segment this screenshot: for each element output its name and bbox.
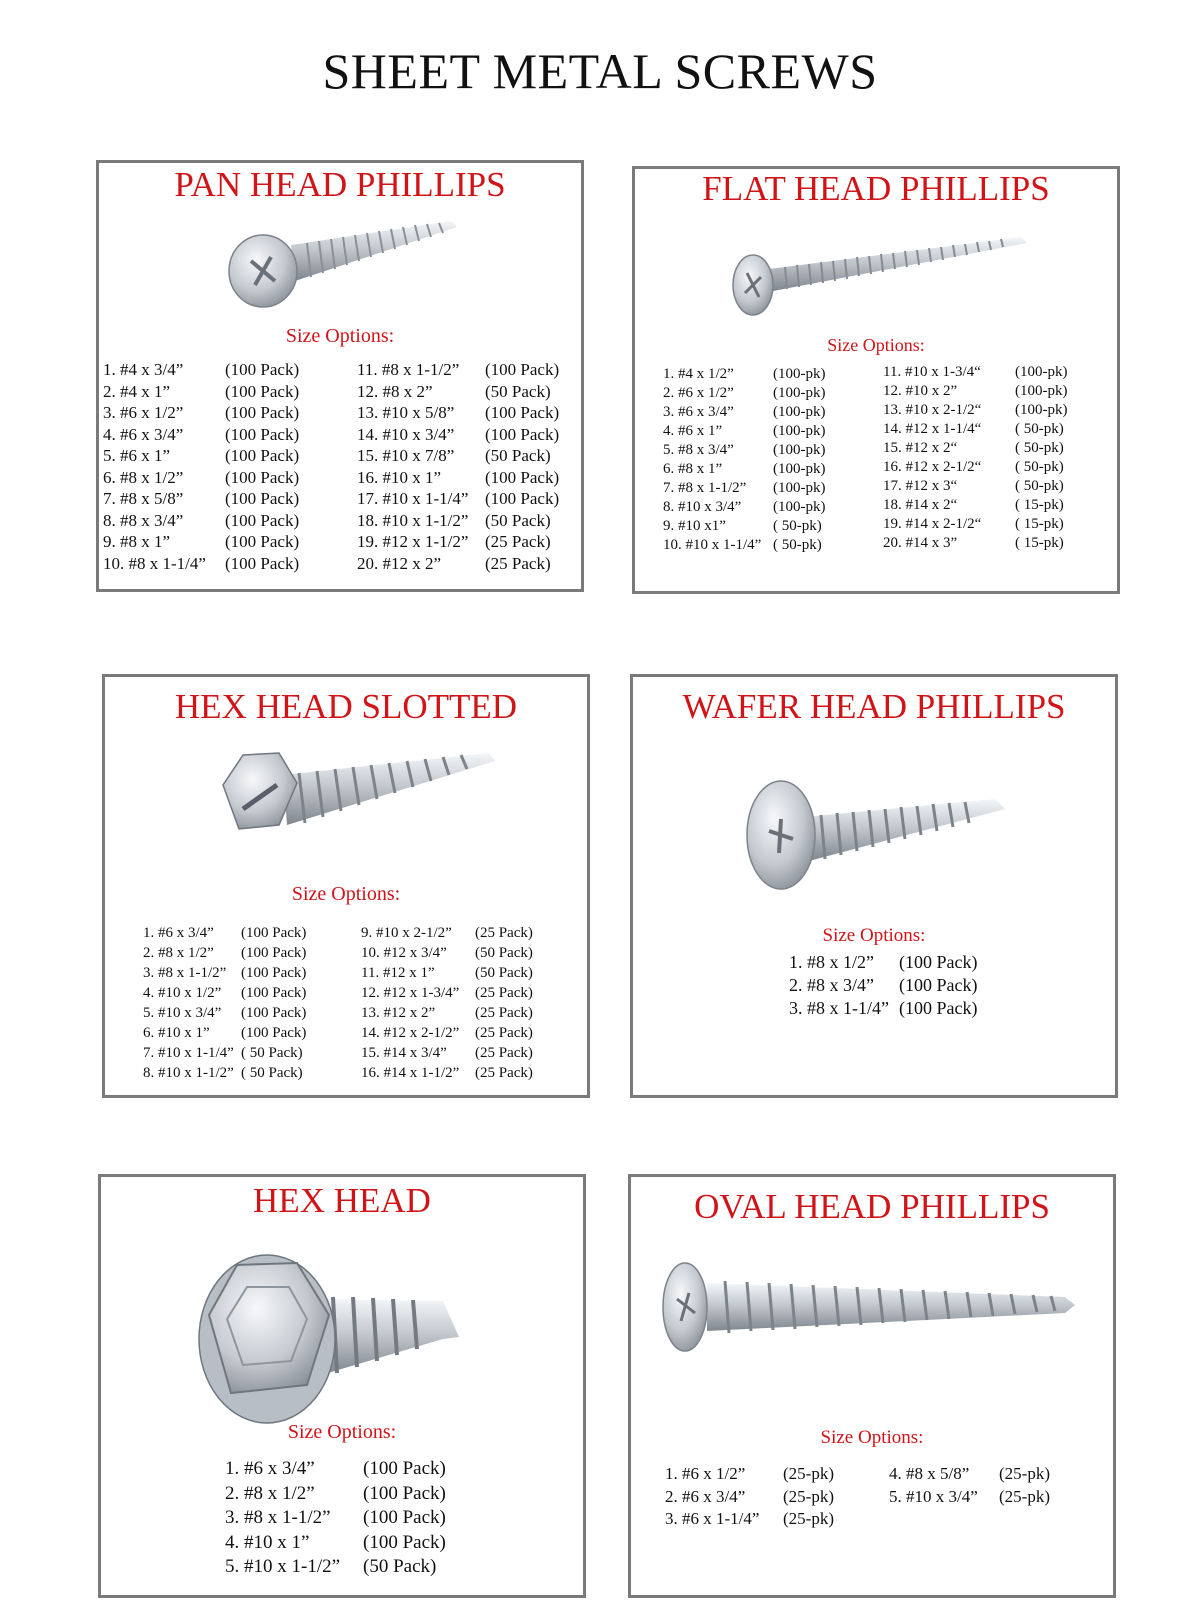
size-option-row [357, 424, 559, 446]
size-option-pack: ( 50-pk) [773, 537, 822, 553]
size-option-pack: (100-pk) [773, 385, 826, 401]
size-option-row [103, 553, 299, 575]
size-option-row [663, 460, 826, 479]
size-option-pack: (100 Pack) [225, 532, 300, 551]
size-option-size: 10. #10 x 1-1/4” [663, 537, 762, 553]
size-option-size: 7. #10 x 1-1/4” [143, 1045, 234, 1061]
size-option-size: 15. #14 x 3/4” [361, 1045, 447, 1061]
size-options-list-col-2 [357, 359, 559, 574]
size-option-size: 7. #8 x 1-1/2” [663, 480, 747, 496]
size-option-pack: ( 15-pk) [1015, 497, 1064, 513]
size-options-list-col-2 [889, 1463, 1050, 1508]
size-option-size: 14. #12 x 2-1/2” [361, 1025, 460, 1041]
size-option-pack: (100 Pack) [225, 510, 300, 530]
size-option-row [663, 384, 826, 403]
size-option-row [357, 381, 559, 403]
size-option-row [103, 402, 299, 424]
size-option-row [663, 517, 826, 536]
size-option-size: 6. #10 x 1” [143, 1025, 210, 1041]
size-option-size: 7. #8 x 5/8” [103, 489, 184, 508]
size-option-row [883, 458, 1068, 477]
size-option-row [663, 422, 826, 441]
product-card-flat-head-phillips [632, 166, 1120, 594]
size-option-pack: (100 Pack) [225, 489, 300, 508]
size-option-row [665, 1508, 834, 1531]
size-option-row [361, 1043, 533, 1063]
size-option-size: 17. #12 x 3“ [883, 478, 958, 494]
size-option-size: 9. #10 x 2-1/2” [361, 925, 452, 941]
size-option-size: 8. #10 x 1-1/2” [143, 1065, 234, 1081]
size-option-size: 14. #12 x 1-1/4“ [883, 421, 982, 437]
size-option-pack: (25 Pack) [485, 532, 551, 551]
size-option-pack: (100 Pack) [485, 467, 560, 487]
size-option-size: 19. #12 x 1-1/2” [357, 532, 469, 551]
size-option-size: 17. #10 x 1-1/4” [357, 489, 469, 508]
size-option-size: 3. #8 x 1-1/2” [225, 1507, 331, 1528]
size-option-size: 9. #10 x1” [663, 518, 726, 534]
size-option-size: 18. #10 x 1-1/2” [357, 510, 469, 530]
size-option-size: 16. #14 x 1-1/2” [361, 1065, 460, 1081]
size-option-pack: (100 Pack) [241, 985, 307, 1001]
size-options-list-col-2 [883, 363, 1068, 553]
size-option-size: 9. #8 x 1” [103, 532, 171, 551]
size-option-pack: (100-pk) [773, 499, 826, 515]
size-option-row [225, 1555, 446, 1580]
size-options-label: Size Options: [820, 1427, 924, 1448]
size-option-row [883, 477, 1068, 496]
size-option-pack: (100 Pack) [225, 446, 300, 465]
size-options-list-col-2 [361, 923, 533, 1083]
size-option-row [143, 923, 306, 943]
size-option-size: 11. #12 x 1” [361, 965, 435, 981]
size-option-pack: (25 Pack) [475, 1005, 533, 1021]
size-option-size: 3. #6 x 1-1/4” [665, 1509, 760, 1528]
size-option-row [357, 488, 559, 510]
size-option-pack: (25-pk) [999, 1464, 1050, 1483]
product-card-hex-head-slotted [102, 674, 590, 1098]
size-option-pack: (25-pk) [999, 1486, 1050, 1506]
size-options-list-col-1 [789, 951, 977, 1020]
size-option-size: 10. #8 x 1-1/4” [103, 553, 206, 573]
size-option-size: 2. #8 x 1/2” [225, 1482, 315, 1504]
size-option-row [663, 498, 826, 517]
size-option-size: 20. #12 x 2” [357, 553, 442, 573]
size-option-size: 1. #4 x 3/4” [103, 360, 184, 379]
size-option-size: 6. #8 x 1/2” [103, 467, 184, 487]
size-option-row [361, 943, 533, 963]
size-option-row [143, 1063, 306, 1083]
size-option-size: 1. #6 x 3/4” [225, 1458, 315, 1479]
size-option-row [357, 445, 559, 467]
size-option-size: 3. #6 x 1/2” [103, 403, 184, 422]
size-option-row [663, 536, 826, 555]
size-option-size: 8. #8 x 3/4” [103, 510, 184, 530]
size-option-row [883, 515, 1068, 534]
size-option-row [663, 441, 826, 460]
size-option-pack: ( 50 Pack) [241, 1065, 303, 1081]
size-option-pack: (100-pk) [773, 366, 826, 382]
size-option-row [883, 382, 1068, 401]
size-option-pack: (100 Pack) [225, 360, 300, 379]
size-options-list-col-1 [663, 365, 826, 555]
size-option-pack: (100-pk) [773, 442, 826, 458]
page-title: SHEET METAL SCREWS [322, 43, 878, 99]
size-option-pack: (25 Pack) [475, 1065, 533, 1081]
size-option-row [789, 974, 977, 997]
size-option-row [361, 1023, 533, 1043]
size-option-row [103, 488, 299, 510]
size-option-pack: (100 Pack) [899, 975, 978, 995]
size-option-row [789, 951, 977, 974]
size-option-row [357, 531, 559, 553]
size-option-row [103, 467, 299, 489]
wafer-head-phillips-screw-image [743, 777, 1023, 907]
size-option-row [143, 963, 306, 983]
size-option-row [889, 1486, 1050, 1509]
size-option-pack: (100-pk) [1015, 383, 1068, 399]
size-option-size: 4. #8 x 5/8” [889, 1464, 970, 1483]
pan-head-phillips-screw-image [211, 213, 471, 313]
size-option-pack: ( 50-pk) [1015, 440, 1064, 456]
size-option-size: 6. #8 x 1” [663, 461, 723, 477]
size-option-size: 16. #10 x 1” [357, 467, 442, 487]
size-option-size: 19. #14 x 2-1/2“ [883, 516, 982, 532]
size-option-pack: (25-pk) [783, 1464, 834, 1483]
size-option-pack: (100 Pack) [225, 403, 300, 422]
size-option-row [225, 1506, 446, 1531]
size-option-pack: (100 Pack) [899, 998, 978, 1018]
size-option-row [143, 1023, 306, 1043]
size-option-pack: (100-pk) [773, 404, 826, 420]
size-option-size: 10. #12 x 3/4” [361, 945, 447, 961]
size-option-size: 3. #8 x 1-1/2” [143, 965, 227, 981]
size-option-size: 2. #6 x 3/4” [665, 1486, 746, 1506]
size-option-row [663, 479, 826, 498]
size-option-pack: ( 50-pk) [773, 518, 822, 534]
product-card-wafer-head-phillips [630, 674, 1118, 1098]
hex-head-self-drilling-screw-image [197, 1235, 487, 1435]
product-card-oval-head-phillips [628, 1174, 1116, 1598]
size-option-pack: (100 Pack) [225, 553, 300, 573]
size-option-size: 2. #8 x 3/4” [789, 975, 874, 995]
size-option-row [883, 534, 1068, 553]
size-option-size: 14. #10 x 3/4” [357, 424, 455, 444]
size-option-size: 11. #10 x 1-3/4“ [883, 364, 981, 380]
size-option-pack: (100-pk) [1015, 364, 1068, 380]
size-options-list-col-1 [665, 1463, 834, 1531]
flat-head-phillips-screw-image [725, 229, 1035, 319]
size-option-size: 4. #6 x 1” [663, 423, 723, 439]
size-option-row [357, 402, 559, 424]
size-option-row [361, 1063, 533, 1083]
size-option-size: 13. #12 x 2” [361, 1005, 436, 1021]
size-option-size: 1. #6 x 1/2” [665, 1464, 746, 1483]
card-title: HEX HEAD [253, 1181, 431, 1220]
size-option-row [361, 983, 533, 1003]
size-option-pack: (100 Pack) [241, 945, 307, 961]
size-option-pack: (25 Pack) [485, 553, 551, 573]
size-option-pack: (100 Pack) [241, 925, 307, 941]
size-option-row [665, 1486, 834, 1509]
size-option-pack: (100 Pack) [241, 1025, 307, 1041]
size-option-pack: (100-pk) [1015, 402, 1068, 418]
size-option-pack: ( 15-pk) [1015, 516, 1064, 532]
size-option-pack: (50 Pack) [363, 1556, 437, 1577]
size-option-row [883, 496, 1068, 515]
size-option-row [103, 445, 299, 467]
size-option-size: 3. #8 x 1-1/4” [789, 998, 889, 1018]
size-option-size: 3. #6 x 3/4” [663, 404, 734, 420]
size-option-row [225, 1531, 446, 1556]
size-option-pack: (100 Pack) [485, 403, 560, 422]
size-option-size: 5. #10 x 3/4” [889, 1486, 978, 1506]
size-options-label: Size Options: [827, 335, 925, 355]
size-option-size: 1. #6 x 3/4” [143, 925, 214, 941]
size-option-size: 5. #6 x 1” [103, 446, 171, 465]
size-option-size: 2. #6 x 1/2” [663, 385, 734, 401]
size-option-pack: (25 Pack) [475, 925, 533, 941]
size-option-row [883, 401, 1068, 420]
size-option-size: 2. #4 x 1” [103, 381, 171, 401]
size-option-size: 5. #8 x 3/4” [663, 442, 734, 458]
size-option-pack: (100-pk) [773, 480, 826, 496]
size-option-pack: (100 Pack) [363, 1507, 446, 1528]
hex-head-slotted-screw-image [213, 739, 503, 859]
size-option-pack: (100 Pack) [485, 489, 560, 508]
card-title: WAFER HEAD PHILLIPS [682, 687, 1066, 726]
size-option-pack: (50 Pack) [485, 446, 551, 465]
size-option-row [103, 510, 299, 532]
size-option-pack: (25-pk) [783, 1509, 834, 1528]
size-option-row [357, 467, 559, 489]
size-option-size: 13. #10 x 5/8” [357, 403, 455, 422]
size-options-label: Size Options: [822, 925, 926, 946]
size-option-pack: (50 Pack) [485, 381, 551, 401]
size-option-pack: ( 50-pk) [1015, 459, 1064, 475]
size-option-size: 4. #10 x 1/2” [143, 985, 222, 1001]
size-option-size: 13. #10 x 2-1/2“ [883, 402, 982, 418]
size-option-row [789, 997, 977, 1020]
size-option-row [143, 943, 306, 963]
size-option-size: 12. #8 x 2” [357, 381, 433, 401]
size-option-size: 1. #8 x 1/2” [789, 952, 874, 972]
size-option-pack: (100 Pack) [363, 1458, 446, 1479]
size-option-size: 5. #10 x 3/4” [143, 1005, 222, 1021]
size-option-pack: ( 50-pk) [1015, 478, 1064, 494]
card-title: OVAL HEAD PHILLIPS [694, 1187, 1050, 1226]
size-option-size: 4. #10 x 1” [225, 1531, 310, 1553]
size-option-row [103, 381, 299, 403]
size-option-row [361, 1003, 533, 1023]
size-option-row [663, 403, 826, 422]
size-option-row [225, 1482, 446, 1507]
card-title: HEX HEAD SLOTTED [174, 687, 518, 726]
size-option-size: 4. #6 x 3/4” [103, 424, 184, 444]
size-option-row [357, 553, 559, 575]
size-option-size: 18. #14 x 2“ [883, 497, 958, 513]
size-option-row [143, 983, 306, 1003]
product-card-hex-head [98, 1174, 586, 1598]
size-option-pack: (100 Pack) [363, 1531, 446, 1553]
size-option-pack: (50 Pack) [475, 965, 533, 981]
size-options-label: Size Options: [287, 1421, 397, 1443]
size-option-size: 12. #12 x 1-3/4” [361, 985, 460, 1001]
size-option-pack: (50 Pack) [485, 510, 551, 530]
size-option-size: 15. #10 x 7/8” [357, 446, 455, 465]
size-option-row [143, 1003, 306, 1023]
size-options-list-col-1 [143, 923, 306, 1083]
size-option-pack: (100 Pack) [225, 424, 300, 444]
size-option-row [663, 365, 826, 384]
size-option-pack: ( 50 Pack) [241, 1045, 303, 1061]
size-option-size: 20. #14 x 3” [883, 535, 958, 551]
size-option-row [103, 424, 299, 446]
size-option-pack: (100 Pack) [485, 424, 560, 444]
card-title: FLAT HEAD PHILLIPS [702, 169, 1050, 208]
size-options-label: Size Options: [291, 883, 401, 905]
size-option-size: 15. #12 x 2“ [883, 440, 958, 456]
size-option-pack: (100 Pack) [225, 381, 300, 401]
size-option-row [143, 1043, 306, 1063]
size-option-pack: (50 Pack) [475, 945, 533, 961]
size-option-size: 1. #4 x 1/2” [663, 366, 734, 382]
size-options-label: Size Options: [285, 325, 395, 347]
size-option-row [361, 923, 533, 943]
size-option-pack: (25 Pack) [475, 1045, 533, 1061]
size-option-row [103, 531, 299, 553]
size-option-row [103, 359, 299, 381]
size-option-pack: (25-pk) [783, 1486, 834, 1506]
size-option-row [889, 1463, 1050, 1486]
size-option-size: 12. #10 x 2” [883, 383, 958, 399]
size-option-pack: (100 Pack) [225, 467, 300, 487]
oval-head-phillips-screw-image [655, 1249, 1095, 1359]
size-option-size: 16. #12 x 2-1/2“ [883, 459, 982, 475]
size-option-row [665, 1463, 834, 1486]
size-option-pack: (100 Pack) [241, 1005, 307, 1021]
size-option-size: 5. #10 x 1-1/2” [225, 1556, 341, 1577]
size-options-list-col-1 [103, 359, 299, 574]
size-option-row [357, 510, 559, 532]
size-option-pack: (25 Pack) [475, 1025, 533, 1041]
size-option-row [883, 420, 1068, 439]
size-option-size: 2. #8 x 1/2” [143, 945, 214, 961]
size-option-pack: (100-pk) [773, 423, 826, 439]
size-option-pack: ( 50-pk) [1015, 421, 1064, 437]
size-options-list-col-1 [225, 1457, 446, 1580]
size-option-pack: (100-pk) [773, 461, 826, 477]
size-option-pack: (100 Pack) [363, 1482, 446, 1504]
size-option-row [225, 1457, 446, 1482]
size-option-pack: (25 Pack) [475, 985, 533, 1001]
size-option-pack: (100 Pack) [899, 952, 978, 972]
size-option-pack: ( 15-pk) [1015, 535, 1064, 551]
size-option-row [883, 439, 1068, 458]
size-option-row [357, 359, 559, 381]
card-title: PAN HEAD PHILLIPS [174, 165, 506, 204]
size-option-size: 11. #8 x 1-1/2” [357, 360, 460, 379]
size-option-pack: (100 Pack) [485, 360, 560, 379]
size-option-size: 8. #10 x 3/4” [663, 499, 742, 515]
size-option-row [883, 363, 1068, 382]
size-option-row [361, 963, 533, 983]
size-option-pack: (100 Pack) [241, 965, 307, 981]
product-card-pan-head-phillips [96, 160, 584, 592]
